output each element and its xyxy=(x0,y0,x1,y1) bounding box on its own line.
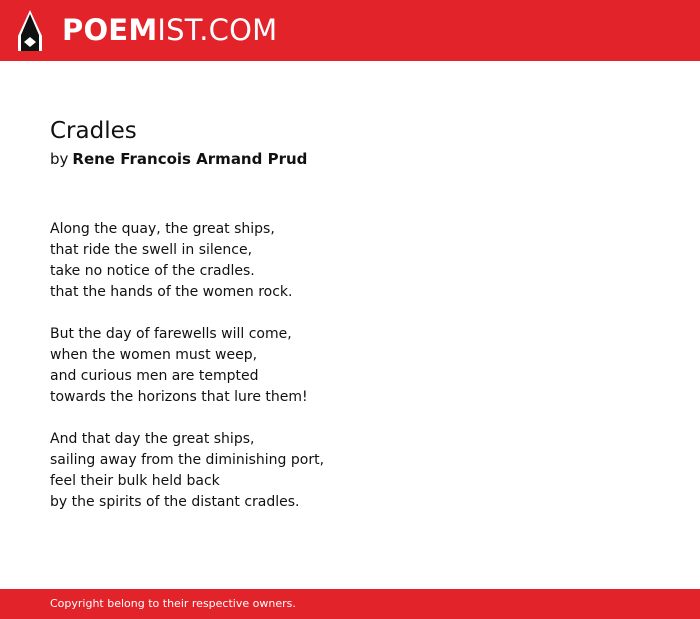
site-header xyxy=(0,0,700,61)
poem-line: towards the horizons that lure them! xyxy=(50,389,308,405)
poem-line: by the spirits of the distant cradles. xyxy=(50,494,300,510)
pencil-logo-icon[interactable] xyxy=(18,10,42,51)
poem-author: Rene Francois Armand Prud xyxy=(72,150,308,168)
poem-line: And that day the great ships, xyxy=(50,431,255,447)
poem-line: But the day of farewells will come, xyxy=(50,326,292,342)
brand-light: IST.COM xyxy=(157,13,278,47)
poem-byline xyxy=(50,149,307,169)
by-label: by xyxy=(50,150,69,168)
poem-line: that ride the swell in silence, xyxy=(50,242,253,258)
poem-line: feel their bulk held back xyxy=(50,473,220,489)
stanza xyxy=(50,324,650,408)
poem-line: that the hands of the women rock. xyxy=(50,284,293,300)
copyright-text: Copyright belong to their respective owners. xyxy=(50,597,296,610)
brand-bold: POEM xyxy=(62,13,158,47)
poem-line: sailing away from the diminishing port, xyxy=(50,452,325,468)
poem-line: take no notice of the cradles. xyxy=(50,263,255,279)
poem-title: Cradles xyxy=(50,118,137,144)
poem-line: Along the quay, the great ships, xyxy=(50,221,275,237)
site-footer xyxy=(0,589,700,619)
poem-body xyxy=(50,219,650,534)
stanza xyxy=(50,219,650,303)
poem-line: when the women must weep, xyxy=(50,347,258,363)
poem-line: and curious men are tempted xyxy=(50,368,259,384)
stanza xyxy=(50,429,650,513)
site-logo-text[interactable] xyxy=(62,12,277,48)
